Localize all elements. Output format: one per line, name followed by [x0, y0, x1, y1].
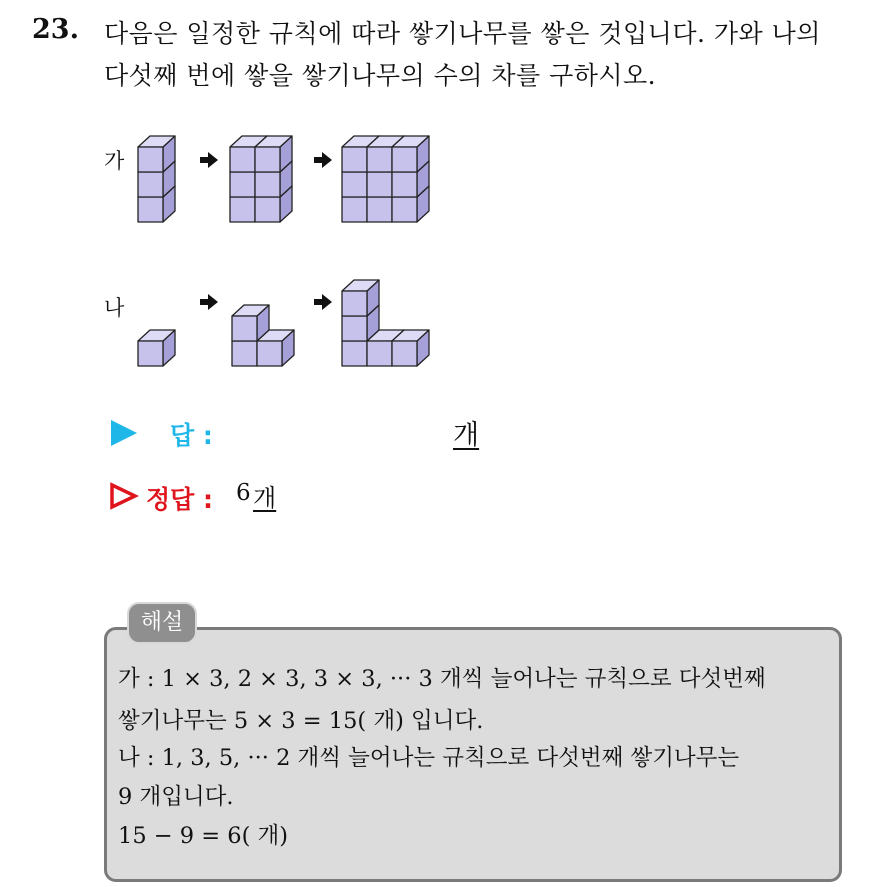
- cube: [255, 136, 292, 172]
- correct-answer-value: 6: [236, 480, 251, 506]
- question-number: 23.: [32, 14, 79, 45]
- cube: [392, 136, 429, 172]
- correct-answer-marker-icon: [109, 482, 139, 510]
- right-arrow-icon: [200, 152, 218, 168]
- cube: [232, 305, 269, 341]
- cube: [392, 330, 429, 366]
- row-label-ga: 가: [104, 149, 125, 173]
- answer-label: 답 :: [170, 421, 213, 450]
- right-arrow-icon: [314, 294, 332, 310]
- answer-unit: 개: [453, 420, 480, 451]
- explanation-tag: 해설: [127, 602, 197, 644]
- answer-marker-icon: [111, 420, 137, 446]
- cube: [138, 330, 175, 366]
- right-arrow-icon: [200, 294, 218, 310]
- explanation-line: 9 개입니다.: [118, 784, 234, 810]
- cube: [342, 280, 379, 316]
- right-arrow-icon: [314, 152, 332, 168]
- cube: [138, 136, 175, 172]
- explanation-line: 나 : 1, 3, 5, ··· 2 개씩 늘어나는 규칙으로 다섯번째 쌓기나무는: [118, 745, 740, 771]
- stacking-blocks-figure: [0, 0, 884, 400]
- correct-answer-unit: 개: [253, 484, 277, 512]
- row-label-na: 나: [104, 296, 125, 320]
- question-line-2: 다섯째 번에 쌓을 쌓기나무의 수의 차를 구하시오.: [104, 61, 657, 90]
- explanation-line: 가 : 1 × 3, 2 × 3, 3 × 3, ··· 3 개씩 늘어나는 규칙으로 다섯번째: [118, 666, 766, 692]
- explanation-line: 쌓기나무는 5 × 3 = 15( 개) 입니다.: [118, 708, 484, 734]
- explanation-line: 15 − 9 = 6( 개): [118, 823, 289, 849]
- correct-answer-label: 정답 :: [146, 485, 214, 514]
- question-line-1: 다음은 일정한 규칙에 따라 쌓기나무를 쌓은 것입니다. 가와 나의: [104, 19, 821, 48]
